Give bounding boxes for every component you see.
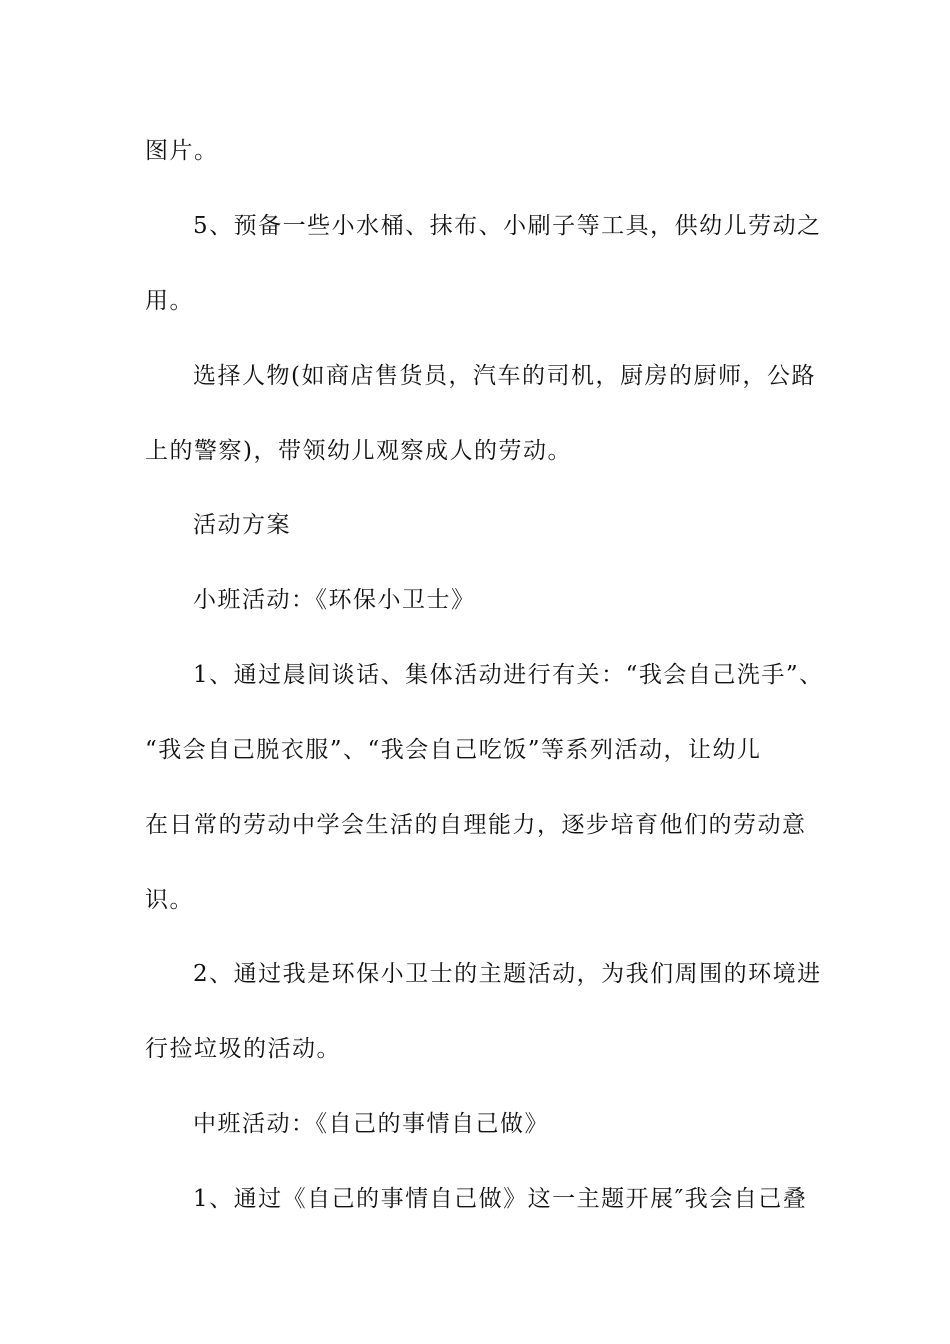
text-line: 1、通过晨间谈话、集体活动进行有关：“我会自己洗手”、 (193, 662, 824, 688)
text-line: 图片。 (145, 138, 219, 164)
text-line: 在日常的劳动中学会生活的自理能力，逐步培育他们的劳动意 (145, 812, 807, 838)
text-line: “我会自己脱衣服”、“我会自己吃饭”等系列活动，让幼儿 (145, 737, 762, 763)
text-line: 1、通过《自己的事情自己做》这一主题开展″我会自己叠 (193, 1186, 808, 1212)
subsection-heading: 中班活动：《自己的事情自己做》 (193, 1111, 549, 1137)
text-line: 识。 (145, 887, 194, 913)
subsection-heading: 小班活动：《环保小卫士》 (193, 587, 476, 613)
text-line: 5、预备一些小水桶、抹布、小刷子等工具，供幼儿劳动之 (193, 213, 822, 239)
section-heading: 活动方案 (193, 512, 291, 538)
text-line: 选择人物(如商店售货员，汽车的司机，厨房的厨师，公路 (193, 363, 816, 389)
text-line: 2、通过我是环保小卫士的主题活动，为我们周围的环境进 (193, 961, 822, 987)
text-line: 上的警察)，带领幼儿观察成人的劳动。 (145, 438, 572, 464)
text-line: 用。 (145, 288, 194, 314)
text-line: 行捡垃圾的活动。 (145, 1036, 341, 1062)
